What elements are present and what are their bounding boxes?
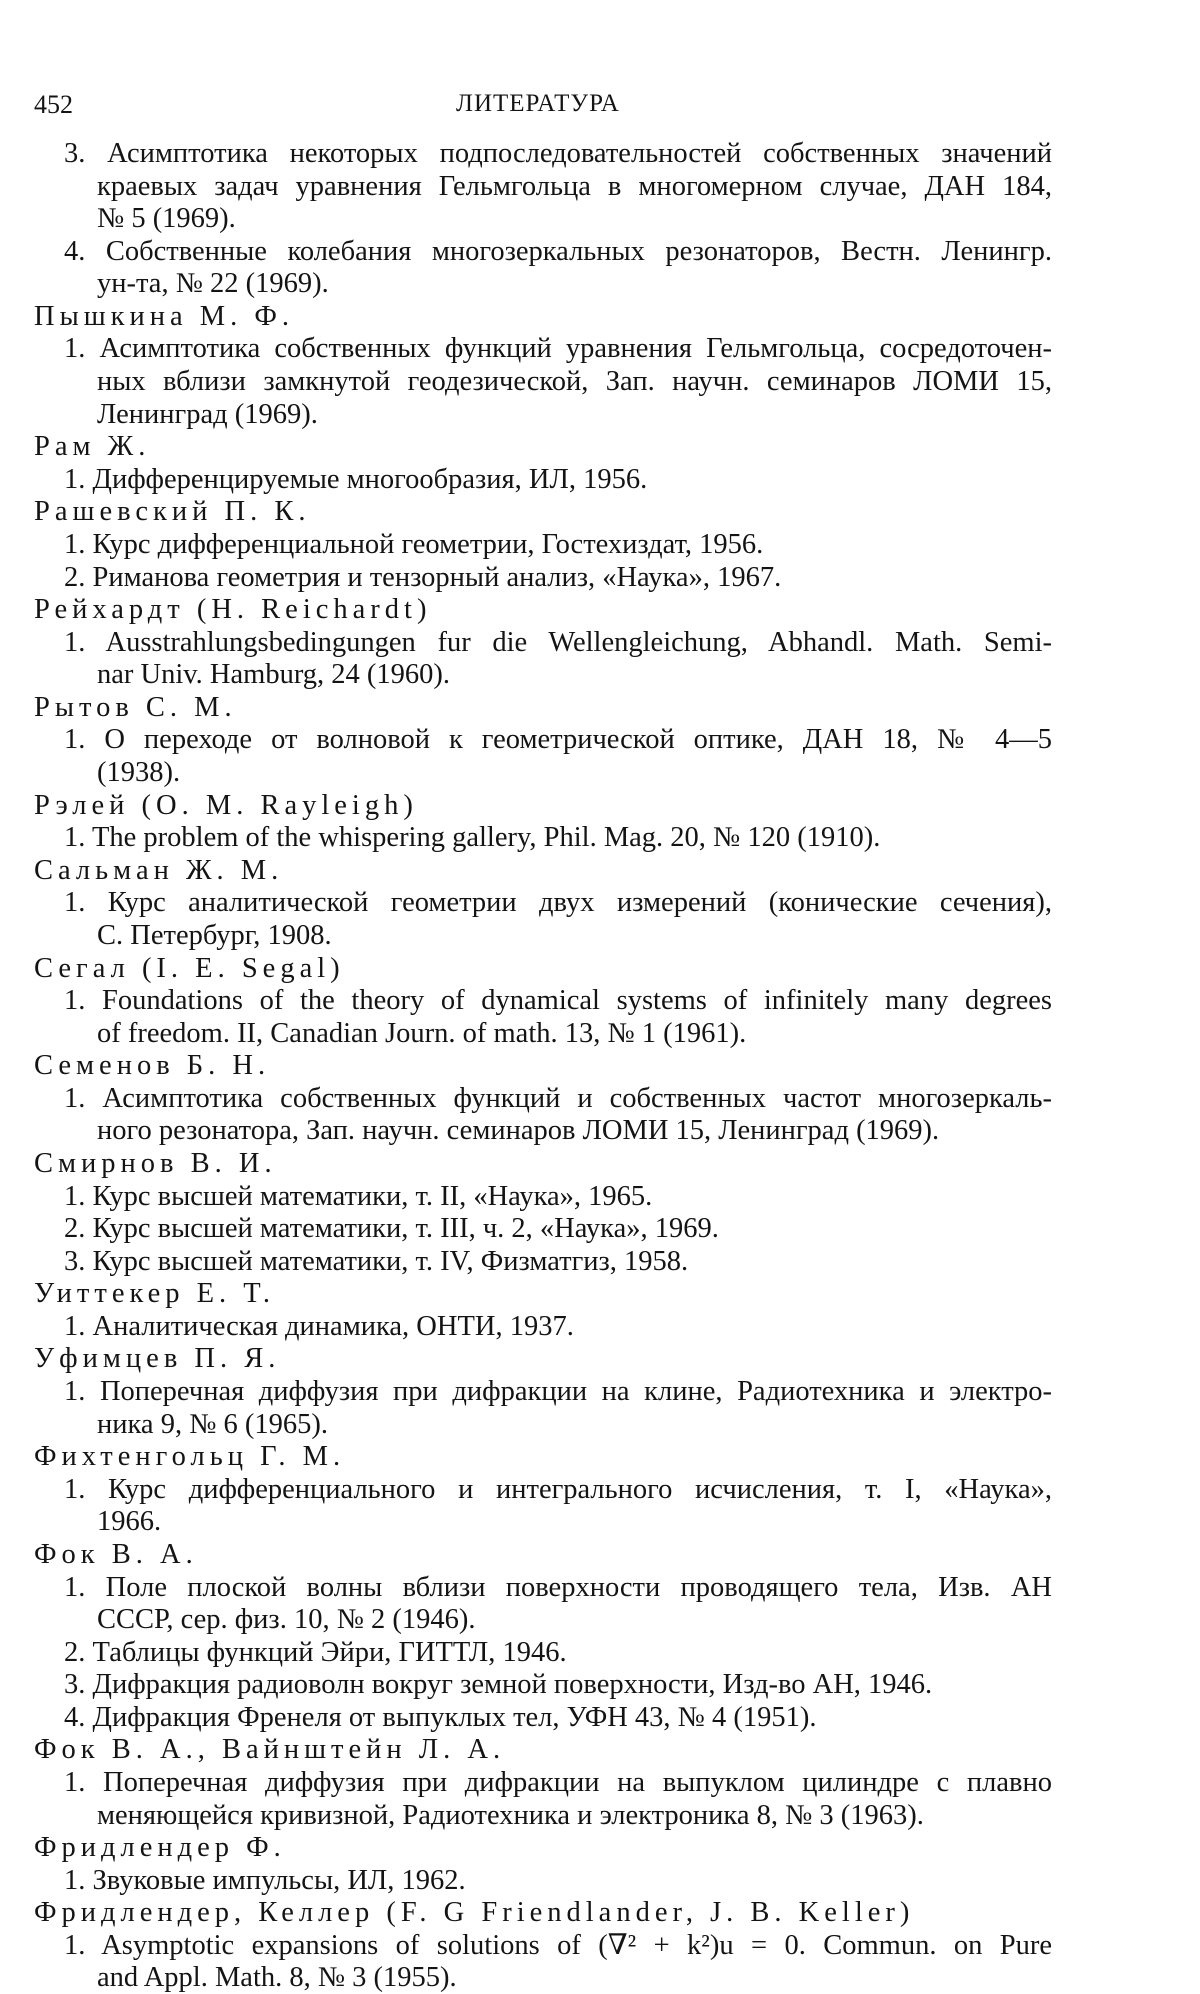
author-heading: Рашевский П. К. [34,496,311,528]
author-heading: Фихтенгольц Г. М. [34,1441,346,1473]
reference-item: 1. Поперечная диффузия при дифракции на клине, Радиотехника и электро- [64,1376,1052,1408]
reference-continuation: ун-та, № 22 (1969). [97,268,329,300]
reference-item: 1. Звуковые импульсы, ИЛ, 1962. [64,1864,466,1896]
author-heading: Фок В. А., Вайнштейн Л. А. [34,1734,506,1766]
author-heading: Рейхардт (H. Reichardt) [34,594,432,626]
reference-continuation: краевых задач уравнения Гельмгольца в многомерном случае, ДАН 184, [97,170,1052,202]
reference-continuation: nar Univ. Hamburg, 24 (1960). [97,659,451,691]
author-heading: Уиттекер Е. Т. [34,1278,275,1310]
reference-item: 1. Асимптотика собственных функций и собственных частот многозеркаль- [64,1082,1052,1114]
reference-item: 1. Asymptotic expansions of solutions of (∇² + k²)u = 0. Commun. on Pure [64,1929,1052,1961]
author-heading: Рэлей (О. M. Rayleigh) [34,789,418,821]
reference-item: 3. Асимптотика некоторых подпоследовательностей собственных значений [64,138,1052,169]
reference-item: 1. The problem of the whispering gallery, Phil. Mag. 20, № 120 (1910). [64,822,881,854]
reference-item: 1. Курс дифференциального и интегрального исчисления, т. I, «Наука», [64,1473,1052,1505]
author-heading: Смирнов В. И. [34,1147,277,1179]
author-heading: Рытов С. М. [34,691,237,723]
reference-continuation: and Appl. Math. 8, № 3 (1955). [97,1962,457,1994]
reference-continuation: 1966. [97,1506,162,1538]
reference-continuation: ного резонатора, Зап. научн. семинаров ЛОМИ 15, Ленинград (1969). [97,1115,940,1147]
reference-item: 1. Курс дифференциальной геометрии, Гостехиздат, 1956. [64,528,764,560]
reference-item: 1. Дифференцируемые многообразия, ИЛ, 1956. [64,463,648,495]
reference-continuation: ника 9, № 6 (1965). [97,1408,328,1440]
reference-item: 1. Ausstrahlungsbedingungen fur die Wellengleichung, Abhandl. Math. Semi- [64,626,1052,658]
reference-continuation: С. Петербург, 1908. [97,919,332,951]
author-heading: Сегал (I. E. Segal) [34,952,345,984]
reference-continuation: меняющейся кривизной, Радиотехника и электроника 8, № 3 (1963). [97,1799,924,1831]
author-heading: Сальман Ж. М. [34,854,284,886]
reference-item: 2. Таблицы функций Эйри, ГИТТЛ, 1946. [64,1636,567,1668]
reference-continuation: № 5 (1969). [97,203,236,235]
reference-item: 1. Поле плоской волны вблизи поверхности проводящего тела, Изв. АН [64,1571,1052,1603]
reference-item: 4. Дифракция Френеля от выпуклых тел, УФН 43, № 4 (1951). [64,1701,817,1733]
reference-item: 3. Дифракция радиоволн вокруг земной поверхности, Изд-во АН, 1946. [64,1669,933,1701]
reference-item: 1. О переходе от волновой к геометрической оптике, ДАН 18, № 4—5 [64,724,1052,756]
reference-item: 1. Foundations of the theory of dynamical systems of infinitely many degrees [64,985,1052,1017]
reference-item: 1. Курс аналитической геометрии двух измерений (конические сечения), [64,887,1052,919]
reference-continuation: СССР, сер. физ. 10, № 2 (1946). [97,1604,476,1636]
reference-item: 2. Курс высшей математики, т. III, ч. 2, «Наука», 1969. [64,1213,719,1245]
author-heading: Фридлендер Ф. [34,1832,286,1864]
author-heading: Семенов Б. Н. [34,1050,271,1082]
reference-item: 1. Курс высшей математики, т. II, «Наука», 1965. [64,1180,653,1212]
author-heading: Рам Ж. [34,431,151,463]
reference-continuation: of freedom. II, Canadian Journ. of math. 13, № 1 (1961). [97,1017,747,1049]
reference-item: 1. Асимптотика собственных функций уравнения Гельмгольца, сосредоточен- [64,333,1052,365]
author-heading: Фок В. А. [34,1538,198,1570]
reference-continuation: (1938). [97,757,181,789]
author-heading: Уфимцев П. Я. [34,1343,281,1375]
page-number: 452 [34,90,73,119]
reference-item: 1. Поперечная диффузия при дифракции на выпуклом цилиндре с плавно [64,1767,1052,1798]
reference-item: 4. Собственные колебания многозеркальных резонаторов, Вестн. Ленингр. [64,235,1052,267]
author-heading: Фридлендер, Келлер (F. G Friendlander, J. B. Keller) [34,1897,915,1929]
reference-item: 2. Риманова геометрия и тензорный анализ, «Наука», 1967. [64,561,782,593]
reference-continuation: ных вблизи замкнутой геодезической, Зап. научн. семинаров ЛОМИ 15, [97,366,1052,398]
reference-continuation: Ленинград (1969). [97,398,318,430]
author-heading: Пышкина М. Ф. [34,300,295,332]
reference-item: 1. Аналитическая динамика, ОНТИ, 1937. [64,1310,574,1342]
running-title: ЛИТЕРАТУРА [456,90,620,117]
reference-item: 3. Курс высшей математики, т. IV, Физматгиз, 1958. [64,1245,689,1277]
